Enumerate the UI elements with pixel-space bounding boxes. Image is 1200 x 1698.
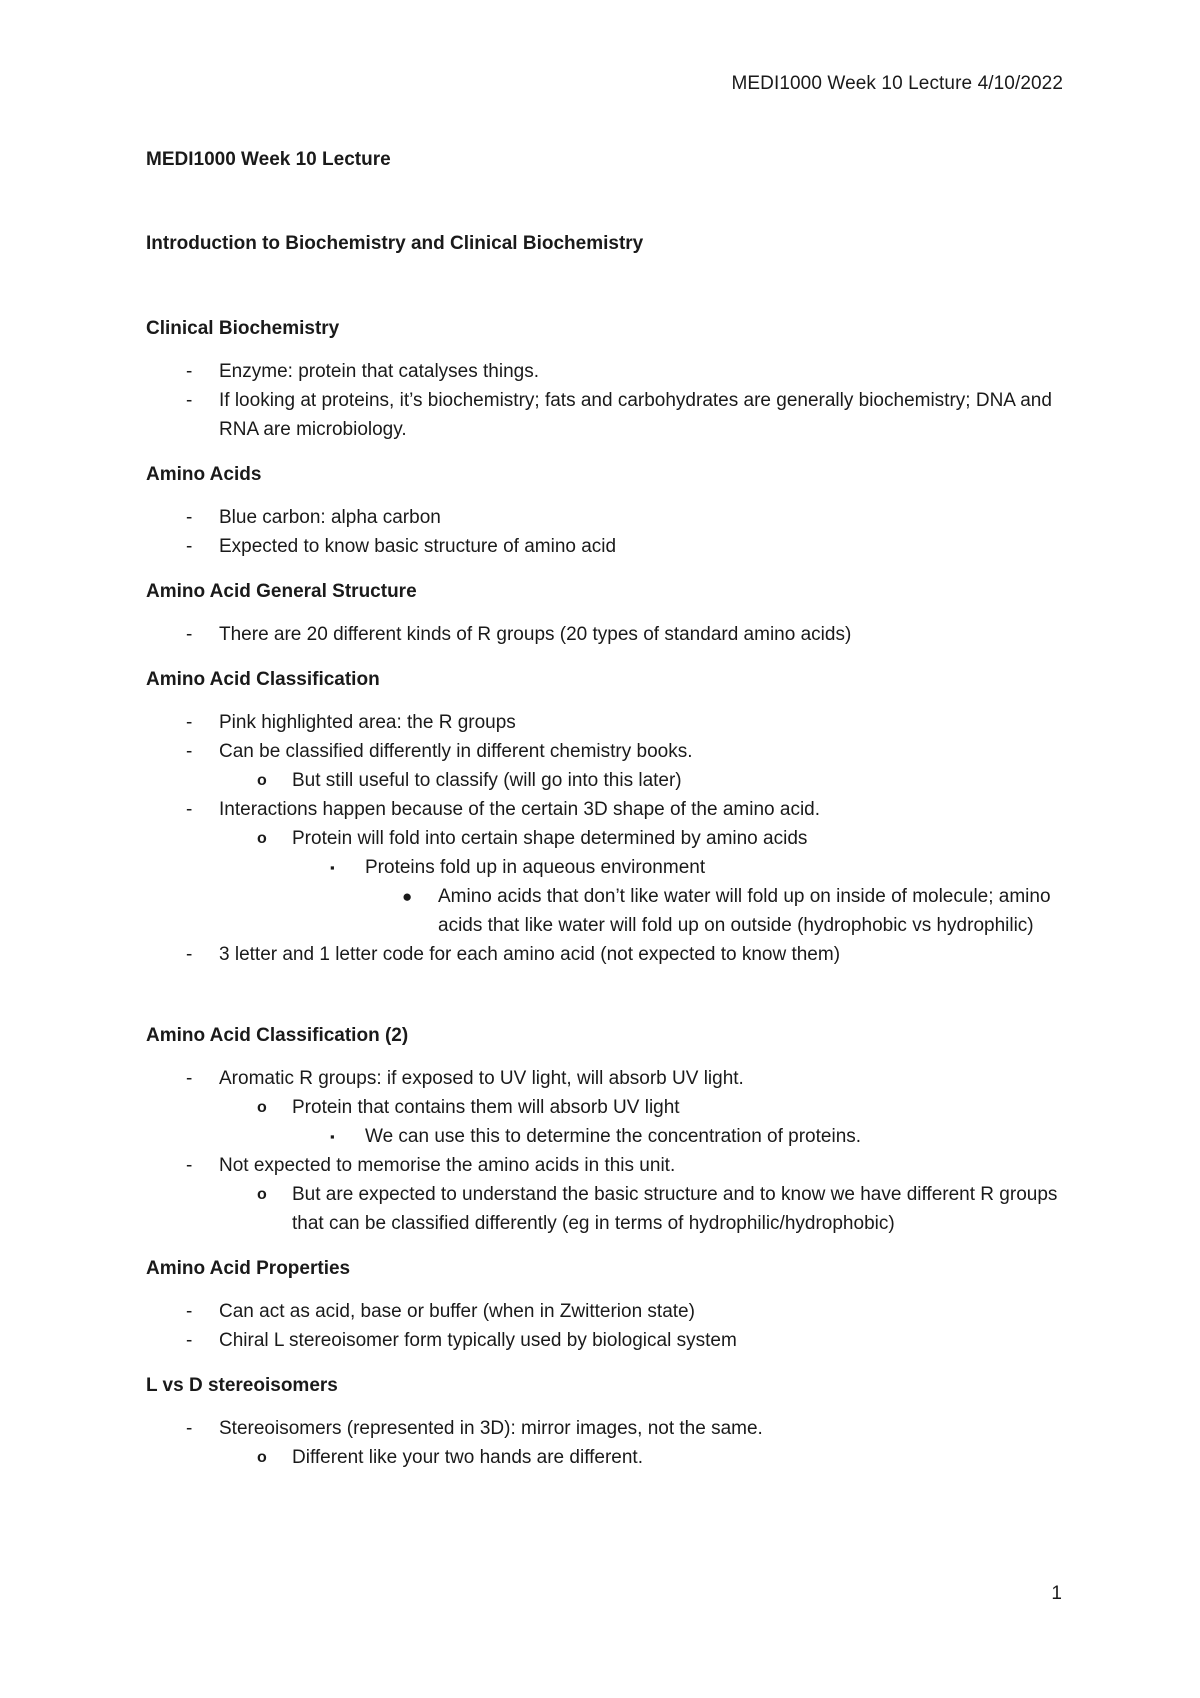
section (146, 314, 1066, 444)
list-item-text: Protein that contains them will absorb UV light (292, 1097, 680, 1118)
bullet-marker-icon: o (257, 830, 267, 847)
list-item-text: 3 letter and 1 letter code for each amino acid (not expected to know them) (219, 944, 841, 965)
list-item (146, 795, 1066, 824)
section-heading: Clinical Biochemistry (146, 318, 340, 339)
list-item (146, 1180, 1066, 1238)
list-item (146, 1414, 1066, 1443)
bullet-marker-icon: - (186, 799, 193, 820)
list-item-text: There are 20 different kinds of R groups (20 types of standard amino acids) (219, 624, 852, 645)
section-heading: Amino Acid Classification (2) (146, 1025, 409, 1046)
list-item-text: Expected to know basic structure of amino acid (219, 536, 617, 557)
list-item (146, 1443, 1066, 1472)
list-item-text: But are expected to understand the basic structure and to know we have different R groups that can be classified differently (eg in terms of hydrophilic/hydrophobic) (292, 1184, 1058, 1234)
list-item-text: Amino acids that don’t like water will fold up on inside of molecule; amino acids that like water will fold up on outside (hydrophobic vs hydrophilic) (438, 886, 1051, 936)
list-item (146, 882, 1066, 940)
bullet-marker-icon: o (257, 1099, 267, 1116)
page-header: MEDI1000 Week 10 Lecture 4/10/2022 (731, 73, 1063, 94)
list-item (146, 1064, 1066, 1093)
list-item (146, 853, 1066, 882)
bullet-list (146, 708, 1066, 969)
bullet-marker-icon: - (186, 1155, 193, 1176)
document-body (146, 145, 1066, 1488)
document-title: MEDI1000 Week 10 Lecture (146, 149, 391, 170)
bullet-marker-icon: o (257, 1449, 267, 1466)
bullet-marker-icon: - (186, 536, 193, 557)
section (146, 460, 1066, 561)
bullet-marker-icon: ▪ (330, 860, 335, 875)
section-heading: Amino Acid General Structure (146, 581, 417, 602)
list-item (146, 532, 1066, 561)
list-item-text: Stereoisomers (represented in 3D): mirror images, not the same. (219, 1418, 763, 1439)
section (146, 577, 1066, 649)
bullet-marker-icon: - (186, 712, 193, 733)
section-heading: Amino Acid Classification (146, 669, 380, 690)
section (146, 1371, 1066, 1472)
bullet-marker-icon: - (186, 1301, 193, 1322)
bullet-marker-icon: - (186, 944, 193, 965)
list-item (146, 940, 1066, 969)
list-item (146, 1122, 1066, 1151)
list-item-text: But still useful to classify (will go into this later) (292, 770, 682, 791)
list-item-text: Chiral L stereoisomer form typically used by biological system (219, 1330, 737, 1351)
list-item (146, 357, 1066, 386)
bullet-list (146, 1297, 1066, 1355)
bullet-marker-icon: - (186, 390, 193, 411)
bullet-marker-icon: - (186, 624, 193, 645)
list-item (146, 824, 1066, 853)
bullet-marker-icon: o (257, 772, 267, 789)
bullet-list (146, 1414, 1066, 1472)
section (146, 665, 1066, 969)
bullet-list (146, 503, 1066, 561)
bullet-marker-icon: ▪ (330, 1129, 335, 1144)
list-item-text: Not expected to memorise the amino acids in this unit. (219, 1155, 676, 1176)
bullet-marker-icon: ● (402, 887, 413, 906)
section-heading: L vs D stereoisomers (146, 1375, 338, 1396)
bullet-marker-icon: - (186, 1418, 193, 1439)
list-item (146, 1093, 1066, 1122)
bullet-marker-icon: - (186, 1330, 193, 1351)
bullet-list (146, 357, 1066, 444)
bullet-list (146, 620, 1066, 649)
list-item-text: Can act as acid, base or buffer (when in Zwitterion state) (219, 1301, 695, 1322)
section (146, 1021, 1066, 1238)
list-item (146, 503, 1066, 532)
list-item (146, 737, 1066, 766)
section-heading: Amino Acids (146, 464, 262, 485)
sections-container (146, 314, 1066, 1472)
list-item-text: We can use this to determine the concentration of proteins. (365, 1126, 862, 1147)
list-item-text: If looking at proteins, it’s biochemistry; fats and carbohydrates are generally biochemistry; DNA and RNA are microbiology. (219, 390, 1052, 440)
section (146, 1254, 1066, 1355)
list-item-text: Interactions happen because of the certain 3D shape of the amino acid. (219, 799, 821, 820)
bullet-marker-icon: - (186, 1068, 193, 1089)
bullet-marker-icon: - (186, 361, 193, 382)
list-item (146, 1326, 1066, 1355)
section-heading: Amino Acid Properties (146, 1258, 351, 1279)
list-item (146, 386, 1066, 444)
list-item-text: Pink highlighted area: the R groups (219, 712, 516, 733)
list-item (146, 1297, 1066, 1326)
bullet-list (146, 1064, 1066, 1238)
bullet-marker-icon: - (186, 507, 193, 528)
list-item-text: Different like your two hands are different. (292, 1447, 643, 1468)
list-item (146, 1151, 1066, 1180)
document-subtitle: Introduction to Biochemistry and Clinical Biochemistry (146, 233, 644, 254)
bullet-marker-icon: - (186, 741, 193, 762)
list-item-text: Blue carbon: alpha carbon (219, 507, 441, 528)
list-item-text: Aromatic R groups: if exposed to UV light, will absorb UV light. (219, 1068, 744, 1089)
page-number: 1 (1051, 1583, 1062, 1604)
list-item (146, 708, 1066, 737)
bullet-marker-icon: o (257, 1186, 267, 1203)
list-item-text: Protein will fold into certain shape determined by amino acids (292, 828, 808, 849)
list-item-text: Can be classified differently in different chemistry books. (219, 741, 693, 762)
list-item-text: Proteins fold up in aqueous environment (365, 857, 706, 878)
spacer (146, 985, 1066, 1021)
list-item (146, 766, 1066, 795)
list-item (146, 620, 1066, 649)
list-item-text: Enzyme: protein that catalyses things. (219, 361, 539, 382)
